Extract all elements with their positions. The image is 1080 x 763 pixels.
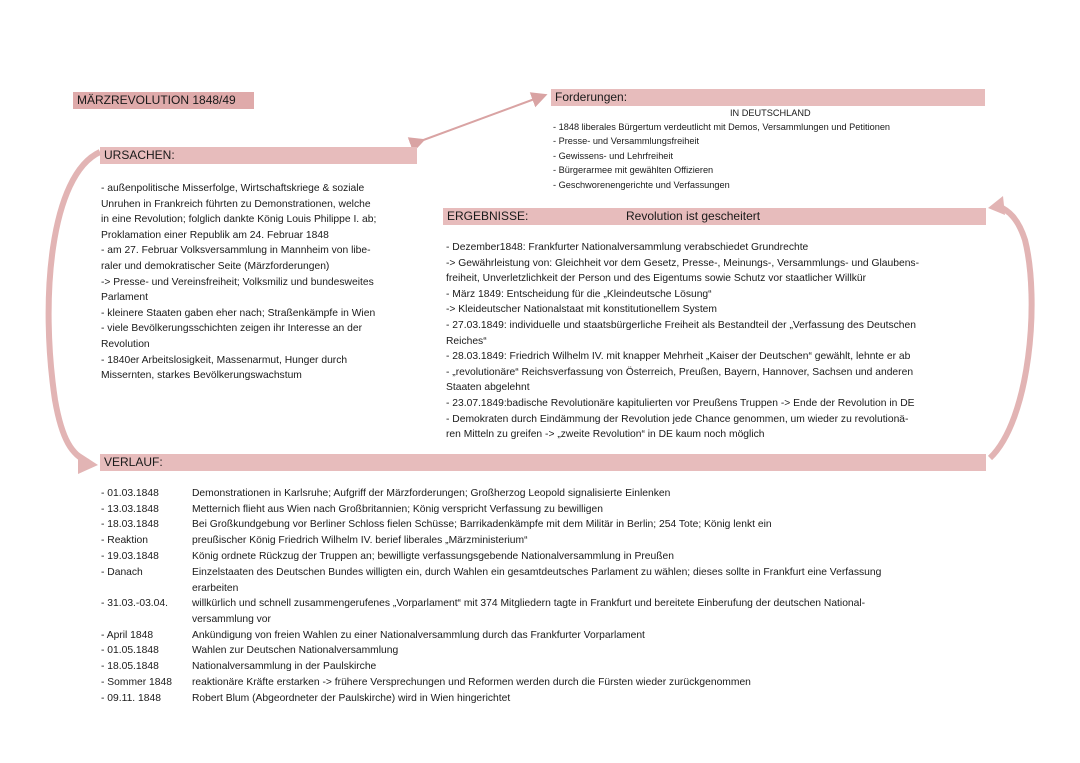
timeline-desc: reaktionäre Kräfte erstarken -> frühere Versprechungen und Reformen werden durch die Fürsten wieder zurückgenommen — [192, 677, 751, 688]
text-line: Unruhen in Frankreich führten zu Demonstrationen, welche — [101, 198, 371, 210]
list-item: - Gewissens- und Lehrfreiheit — [553, 150, 674, 161]
ergebnisse-header — [443, 208, 986, 225]
text-line: - viele Bevölkerungsschichten zeigen ihr Interesse an der — [101, 323, 362, 335]
text-line: Parlament — [101, 292, 148, 304]
text-line: in eine Revolution; folglich dankte König Louis Philippe I. ab; — [101, 214, 377, 226]
verlauf-heading: VERLAUF: — [104, 455, 163, 469]
list-item: - 1848 liberales Bürgertum verdeutlicht mit Demos, Versammlungen und Petitionen — [553, 122, 891, 132]
text-line: - 23.07.1849:badische Revolutionäre kapitulierten vor Preußens Truppen -> Ende der Revolution in DE — [446, 397, 915, 409]
text-line: Reiches“ — [446, 335, 487, 347]
ursachen-header — [100, 147, 417, 164]
timeline-desc: preußischer König Friedrich Wilhelm IV. berief liberales „Märzministerium“ — [192, 535, 528, 546]
list-item: - Geschworenengerichte und Verfassungen — [553, 179, 730, 190]
text-line: freiheit, Unverletzlichkeit der Person und des Eigentums sowie Schutz vor staatlicher Willkür — [446, 273, 867, 285]
ergebnisse-text — [446, 240, 919, 443]
timeline-desc: versammlung vor — [192, 614, 271, 625]
text-line: -> Gewährleistung von: Gleichheit vor dem Gesetz, Presse-, Meinungs-, Versammlungs- und Glaubens- — [446, 257, 920, 269]
timeline-desc: König ordnete Rückzug der Truppen an; bewilligte verfassungsgebende Nationalversammlung in Preußen — [192, 551, 674, 562]
ursachen-heading: URSACHEN: — [104, 148, 175, 162]
ergebnisse-heading: ERGEBNISSE: — [447, 209, 529, 223]
timeline-date: - April 1848 — [101, 630, 154, 641]
text-line: Proklamation einer Republik am 24. Februar 1848 — [101, 229, 329, 241]
timeline-date: - 01.03.1848 — [101, 488, 159, 499]
timeline-date: - 19.03.1848 — [101, 551, 159, 562]
ursachen-text — [101, 181, 376, 384]
timeline-date: - Sommer 1848 — [101, 677, 172, 688]
text-line: - 28.03.1849: Friedrich Wilhelm IV. mit knapper Mehrheit „Kaiser der Deutschen“ gewählt, lehnte er ab — [446, 351, 911, 363]
timeline-desc: Einzelstaaten des Deutschen Bundes willigten ein, durch Wahlen ein gesamtdeutsches Parlament zu wählen; dieses sollte in Frankfurt eine Verfassung — [192, 567, 882, 578]
text-line: -> Presse- und Vereinsfreiheit; Volksmiliz und bundesweites — [101, 276, 374, 288]
timeline-desc: Wahlen zur Deutschen Nationalversammlung — [192, 645, 399, 656]
timeline-date: - 01.05.1848 — [101, 645, 159, 656]
timeline-desc: Metternich flieht aus Wien nach Großbritannien; König verspricht Verfassung zu bewilligen — [192, 504, 603, 515]
text-line: raler und demokratischer Seite (Märzforderungen) — [101, 260, 330, 272]
forderungen-subheading-text: IN DEUTSCHLAND — [730, 108, 811, 118]
timeline-date: - Reaktion — [101, 535, 148, 546]
forderungen-heading: Forderungen: — [555, 90, 628, 104]
text-line: - am 27. Februar Volksversammlung in Mannheim von libe- — [101, 245, 371, 257]
text-line: -> Kleideutscher Nationalstaat mit konstitutionellem System — [446, 304, 717, 316]
forderungen-subheading — [730, 106, 811, 120]
text-line: - März 1849: Entscheidung für die „Kleindeutsche Lösung“ — [446, 288, 712, 300]
text-line: - kleinere Staaten gaben eher nach; Straßenkämpfe in Wien — [101, 307, 376, 319]
text-line: Revolution — [101, 338, 150, 350]
timeline-date: - 18.05.1848 — [101, 661, 159, 672]
timeline-desc: Demonstrationen in Karlsruhe; Aufgriff der Märzforderungen; Großherzog Leopold signalisierte Einlenken — [192, 488, 671, 499]
page-title-text: MÄRZREVOLUTION 1848/49 — [77, 93, 236, 107]
list-item: - Presse- und Versammlungsfreiheit — [553, 136, 700, 147]
text-line: Missernten, starkes Bevölkerungswachstum — [101, 370, 302, 382]
timeline-desc: willkürlich und schnell zusammengerufenes „Vorparlament“ mit 374 Mitgliedern tagte in Frankfurt und bereitete Einberufung der deutschen National- — [192, 598, 866, 609]
timeline-date: - 09.11. 1848 — [101, 693, 161, 704]
timeline-date: - 13.03.1848 — [101, 504, 159, 515]
text-line: - Demokraten durch Eindämmung der Revolution jede Chance genommen, um wieder zu revolutionä- — [446, 413, 909, 425]
text-line: ren Mitteln zu greifen -> „zweite Revolution“ in DE kaum noch möglich — [446, 429, 765, 441]
page-title — [73, 92, 254, 109]
left-curve-arrow-icon — [49, 152, 100, 462]
text-line: - 27.03.1849: individuelle und staatsbürgerliche Freiheit als Bestandteil der „Verfassung des Deutschen — [446, 319, 916, 331]
double-arrow-icon — [418, 97, 540, 142]
forderungen-list — [553, 120, 890, 192]
text-line: - 1840er Arbeitslosigkeit, Massenarmut, Hunger durch — [101, 354, 348, 366]
verlauf-header — [100, 454, 986, 471]
text-line: - „revolutionäre“ Reichsverfassung von Österreich, Preußen, Bayern, Hannover, Sachsen und anderen — [446, 366, 914, 378]
timeline-desc: erarbeiten — [192, 583, 239, 594]
timeline-desc: Ankündigung von freien Wahlen zu einer Nationalversammlung durch das Frankfurter Vorparlament — [192, 630, 645, 641]
timeline-date: - Danach — [101, 567, 143, 578]
right-curve-arrow-icon — [990, 206, 1032, 458]
timeline-date: - 18.03.1848 — [101, 519, 159, 530]
text-line: - außenpolitische Misserfolge, Wirtschaftskriege & soziale — [101, 183, 365, 194]
text-line: Staaten abgelehnt — [446, 382, 530, 394]
timeline-desc: Bei Großkundgebung vor Berliner Schloss fielen Schüsse; Barrikadenkämpfe mit dem Militär in Berlin; 254 Tote; König lenkt ein — [192, 519, 772, 530]
timeline-desc: Nationalversammlung in der Paulskirche — [192, 661, 377, 672]
list-item: - Bürgerarmee mit gewählten Offizieren — [553, 165, 714, 176]
timeline-date: - 31.03.-03.04. — [101, 598, 168, 609]
ergebnisse-subtitle: Revolution ist gescheitert — [626, 209, 761, 223]
forderungen-header — [551, 89, 985, 106]
text-line: - Dezember1848: Frankfurter Nationalversammlung verabschiedet Grundrechte — [446, 242, 809, 253]
timeline-desc: Robert Blum (Abgeordneter der Paulskirche) wird in Wien hingerichtet — [192, 693, 511, 704]
